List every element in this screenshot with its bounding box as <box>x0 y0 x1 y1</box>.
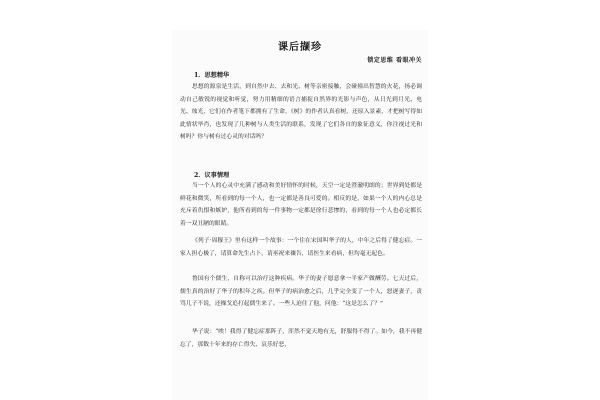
paragraph-discussion-1: 当一个人的心灵中充满了感动和美好情怀的时候，天空一定是澄澈明朗的；世界到处都是鲜花和微笑，所看到的每一个人，也一定都是善良可爱的。相反的是，如果一个人的内心总是充斥着仇恨和嫉妒，他所看到的每一件事物一定都是徐行悲惨的，看到的每一个人也必定都长着一双丑陋的眼睛。 <box>180 183 422 227</box>
paragraph-thought: 思想的源泉是生活，到自然中去、去和光、树等亲密接触，会碰撞出智慧的火花，扬必调动自己敏锐的视觉和听觉，努力用精细的语言捕捉自然界的光影与声色，从日光到月光、电光、烛光，它们在作者笔下都拥有了生命，《树》的作者认真看树，还原入景素，才把树写得如此情状毕肖，也发现了几种树与人类生活的联系，发现了它们各自的象征意义，你注视过光和树吗？你与树有过心灵的对话吗？ <box>180 84 422 141</box>
document-page <box>172 30 428 400</box>
paragraph-discussion-4: 华子说：“唉！我得了健忘症那阵子，浑然不觉天地有无，舒服得不得了。如今，我不再健忘了，那数十年来的存亡得失、哀乐好恶， <box>180 329 422 348</box>
paragraph-discussion-3: 鲁国有个儒生，自称可以治疗这种疾病。华子的妻子愿意拿一半家产做酬劳。七天过后，儒生真的治好了华子的积年之疾。但华子的病治愈之后，几乎完全变了一个人，怒逐妻子，责骂儿子不说，还操戈追打起儒生来了。一些人迫住了他，问他：“这是怎么了？” <box>180 276 422 308</box>
section-heading-discussion: 2．议事情理 <box>194 172 230 179</box>
page-title: 课后撷珍 <box>278 42 322 53</box>
paragraph-discussion-2: 《列子·周穆王》里有这样一个故事：一个住在宋国叫华子的人，中年之后得了健忘症。一家人担心极了，请算命先生占卜，请巫祝来禳告，请医生来看病，但均毫无起色。 <box>180 238 422 257</box>
section-heading-thought: 1．思想精华 <box>194 72 230 79</box>
page-subtitle: 锁定思维 看眼冲关 <box>367 57 422 64</box>
